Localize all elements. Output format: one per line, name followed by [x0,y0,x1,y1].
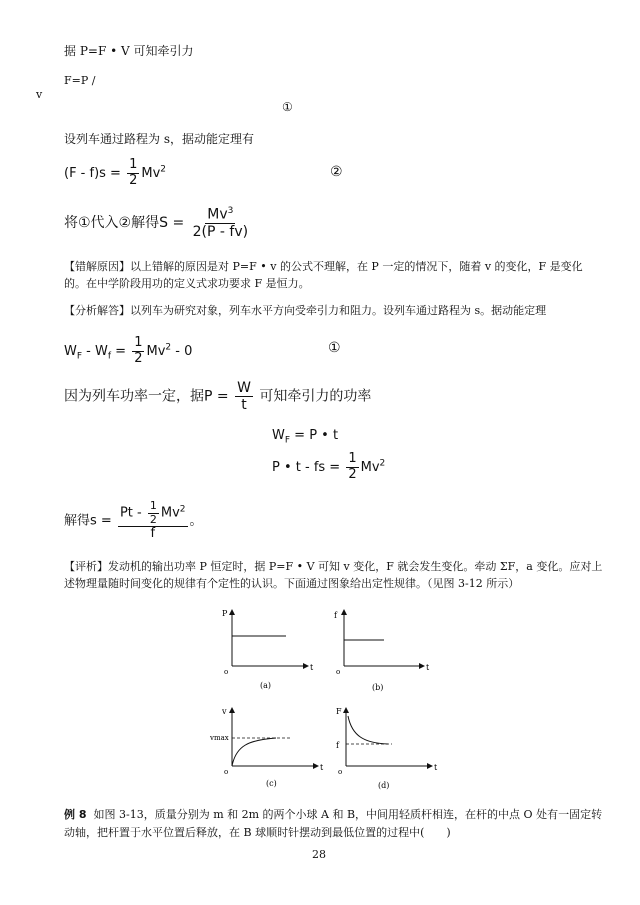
equation-rhs: Mv [146,343,166,359]
equation [64,380,371,413]
equation [64,336,192,367]
subscript: f [107,351,112,362]
fraction-numerator: 1 [134,335,143,350]
fraction-numerator: 1 [149,499,157,512]
page-number: 28 [312,848,326,861]
fraction-numerator [205,206,235,224]
example-label: 例 8 [64,808,87,821]
paragraph-analysis: 【分析解答】以列车为研究对象，列车水平方向受牵引力和阻力。设列车通过路程为 s。据动能定理 [64,304,547,317]
text-line: v [36,88,43,101]
equation [272,452,385,483]
text-line: 据 P=F • V 可知牵引力 [64,44,194,58]
fraction [235,380,253,413]
paragraph-comment: 【评析】发动机的输出功率 P 恒定时，据 P=F • V 可知 v 变化，F 就会发生变化。牵动 ΣF，a 变化。应对上述物理量随时间变化的规律有个定性的认识。下面通过图象给出定性规律。（见图 3-12 所示） [64,560,603,590]
fraction-denominator: 2(P - fv) [192,223,249,240]
curve-v [232,738,276,766]
example-8 [64,806,612,842]
equation-lhs: P • t - fs = [272,459,341,475]
vmax-label: vmax [210,734,229,742]
fraction-denominator: 2 [134,350,143,366]
numerator-text: Mv [207,206,228,223]
equation-text: 可知牵引力的功率 [259,388,372,405]
symbol: W [272,428,285,443]
x-axis-label: t [320,763,324,772]
equation-number: ① [282,100,293,114]
y-axis-label: F [336,707,342,716]
equation-rhs: = P • t [290,428,339,443]
graph-c [209,707,324,788]
equation-lhs: 解得s = [64,513,112,529]
fraction-denominator: 2 [348,466,357,482]
text-line: 设列车通过路程为 s，据动能定理有 [64,132,254,146]
origin-label: o [336,668,341,676]
equation [272,428,338,446]
exponent: 2 [179,504,186,515]
fraction-numerator: 1 [129,157,138,172]
subscript: F [284,435,291,446]
punctuation: 。 [189,513,203,529]
origin-label: o [224,668,229,676]
fraction [127,158,139,189]
graph-caption: (d) [378,781,390,790]
exponent: 2 [160,164,167,175]
numerator-text: Mv [160,505,180,521]
numerator-text: Pt - [119,505,142,521]
fraction-denominator: t [241,397,247,414]
graph-b [334,610,430,692]
symbol: - 0 [171,343,193,359]
equation-number: ① [328,340,341,356]
symbol: - W [82,343,108,359]
graph-caption: (a) [260,681,272,690]
symbol: = [111,343,127,359]
x-axis-label: t [426,663,430,672]
fraction [346,452,358,483]
symbol: W [64,343,77,359]
exponent: 3 [227,206,234,216]
paragraph-error-reason: 【错解原因】以上错解的原因是对 P=F • v 的公式不理解，在 P 一定的情况下，随着 v 的变化，F 是变化的。在中学阶段用功的定义式求功要求 F 是恒力。 [64,260,583,290]
text-line: F=P / [64,74,96,87]
exponent: 2 [165,342,172,353]
f-level-label: f [336,741,339,750]
fraction-numerator: 1 [348,451,357,466]
x-axis-label: t [434,763,438,772]
figure-3-12 [196,604,456,800]
subscript: F [76,351,83,362]
equation [64,206,252,240]
fraction [148,500,159,526]
curve-F [348,716,388,744]
equation-number: ② [330,164,343,180]
fraction-denominator: 2 [129,172,138,188]
fraction-denominator: 2 [149,512,157,526]
equation-lhs: (F - f)s = [64,165,121,181]
equation-rhs: Mv [360,459,380,475]
exponent: 2 [379,458,386,469]
example-text: 如图 3-13，质量分别为 m 和 2m 的两个小球 A 和 B，中间用轻质杆相连，在杆的中点 O 处有一固定转动轴，把杆置于水平位置后释放，在 B 球顺时针摆动到最低位置的过程中( ) [64,808,603,839]
equation-lhs: 将①代入②解得S = [64,214,185,231]
y-axis-label: P [222,609,228,618]
equation [64,158,166,189]
origin-label: o [224,768,229,776]
fraction-numerator: W [237,380,251,396]
graph-d [336,707,438,790]
fraction [132,336,144,367]
graph-a [222,609,314,690]
fraction-denominator: f [150,526,156,542]
x-axis-label: t [310,663,314,672]
y-axis-label: f [334,611,337,620]
origin-label: o [338,768,343,776]
graph-caption: (c) [266,779,277,788]
fraction [118,500,188,542]
fraction [191,206,250,240]
y-axis-label: v [222,707,227,716]
equation-rhs: Mv [141,165,161,181]
graph-caption: (b) [372,683,384,692]
fraction-numerator [118,500,188,527]
equation-lhs: 因为列车功率一定，据P = [64,388,229,405]
equation [64,500,203,542]
